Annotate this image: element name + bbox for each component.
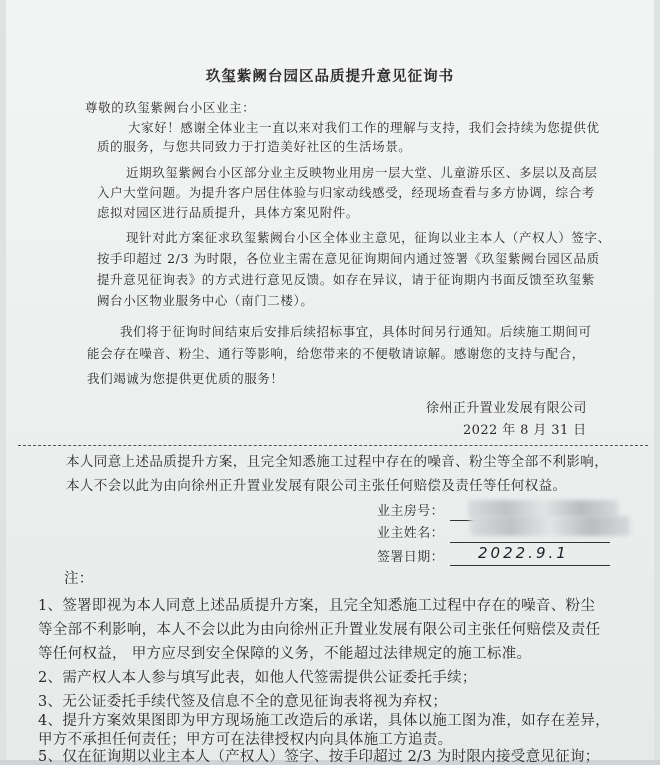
notes-heading: 注： <box>64 571 94 587</box>
paragraph-line: 大家好！感谢全体业主一直以来对我们工作的理解与支持，我们会持续为您提供优 <box>128 120 600 135</box>
paragraph-line: 虑拟对园区进行品质提升，具体方案见附件。 <box>97 205 360 220</box>
note-line: 2、需产权人本人参与填写此表，如他人代签需提供公证委托手续； <box>38 670 477 686</box>
consent-line: 本人不会以此为由向徐州正升置业发展有限公司主张任何赔偿及责任等任何权益。 <box>66 478 567 494</box>
date-field[interactable] <box>450 565 610 566</box>
paragraph-line: 我们竭诚为您提供更优质的服务！ <box>87 371 284 386</box>
issuer-date: 2022 年 8 月 31 日 <box>463 423 587 438</box>
paragraph-line: 现针对此方案征求玖玺紫阙台小区全体业主意见，征询以业主本人（产权人）签字、 <box>126 230 611 245</box>
paragraph-line: 提升意见征询表》的方式进行意见反馈。如存在异议，请于征询期内书面反馈至玖玺紫 <box>97 272 595 287</box>
document-title: 玖玺紫阙台园区品质提升意见征询书 <box>205 68 455 85</box>
note-line: 5、仅在征询期以业主本人（产权人）签字、按手印超过 2/3 为时限内接受意见征询； <box>38 749 600 765</box>
greeting: 尊敬的玖玺紫阙台小区业主： <box>85 100 256 115</box>
signed-date: 2022.9.1 <box>478 544 569 562</box>
paragraph-line: 阙台小区物业服务中心（南门二楼）。 <box>97 293 314 308</box>
paragraph-line: 我们将于征询时间结束后安排后续招标事宜，具体时间另行通知。后续施工期间可 <box>120 324 592 339</box>
date-label: 签署日期： <box>377 550 445 565</box>
page-edge-right <box>654 0 660 760</box>
note-line: 1、签署即视为本人同意上述品质提升方案，且完全知悉施工过程中存在的噪音、粉尘 <box>38 598 596 614</box>
consent-line: 本人同意上述品质提升方案，且完全知悉施工过程中存在的噪音、粉尘等全部不利影响， <box>66 454 609 470</box>
note-line: 4、提升方案效果图即为甲方现场施工改造后的承诺，具体以施工图为准，如存在差异， <box>38 713 610 729</box>
room-label: 业主房号： <box>377 504 445 519</box>
paragraph-line: 按手印超过 2/3 为时限，各位业主需在意见征询期间内通过签署《玖玺紫阙台园区品质 <box>97 251 600 266</box>
name-label: 业主姓名： <box>377 526 445 541</box>
note-line: 甲方不承担任何责任；甲方可在法律授权内向具体施工方追责。 <box>38 732 453 748</box>
paragraph-line: 入户大堂问题。为提升客户居住体验与归家动线感受，经现场查看与多方协调，综合考 <box>97 185 595 200</box>
note-line: 等任何权益， 甲方应尽到安全保障的义务，不能超过法律规定的施工标准。 <box>38 646 532 662</box>
cut-line <box>18 445 648 446</box>
paragraph-line: 质的服务，与您共同致力于打造美好社区的生活场景。 <box>97 139 412 154</box>
page-edge-left <box>0 0 6 760</box>
note-line: 3、无公证委托手续代签及信息不全的意见征询表将视为弃权； <box>38 694 448 710</box>
redacted-name <box>470 516 630 536</box>
note-line: 等全部不利影响，本人不会以此为由向徐州正升置业发展有限公司主张任何赔偿及责任 <box>38 622 601 638</box>
name-field[interactable] <box>450 542 610 543</box>
issuer-company: 徐州正升置业发展有限公司 <box>426 401 587 416</box>
paragraph-line: 近期玖玺紫阙台小区部分业主反映物业用房一层大堂、儿童游乐区、多层以及高层 <box>126 165 598 180</box>
paragraph-line: 能会存在噪音、粉尘、通行等影响，给您带来的不便敬请谅解。感谢您的支持与配合， <box>87 346 585 361</box>
